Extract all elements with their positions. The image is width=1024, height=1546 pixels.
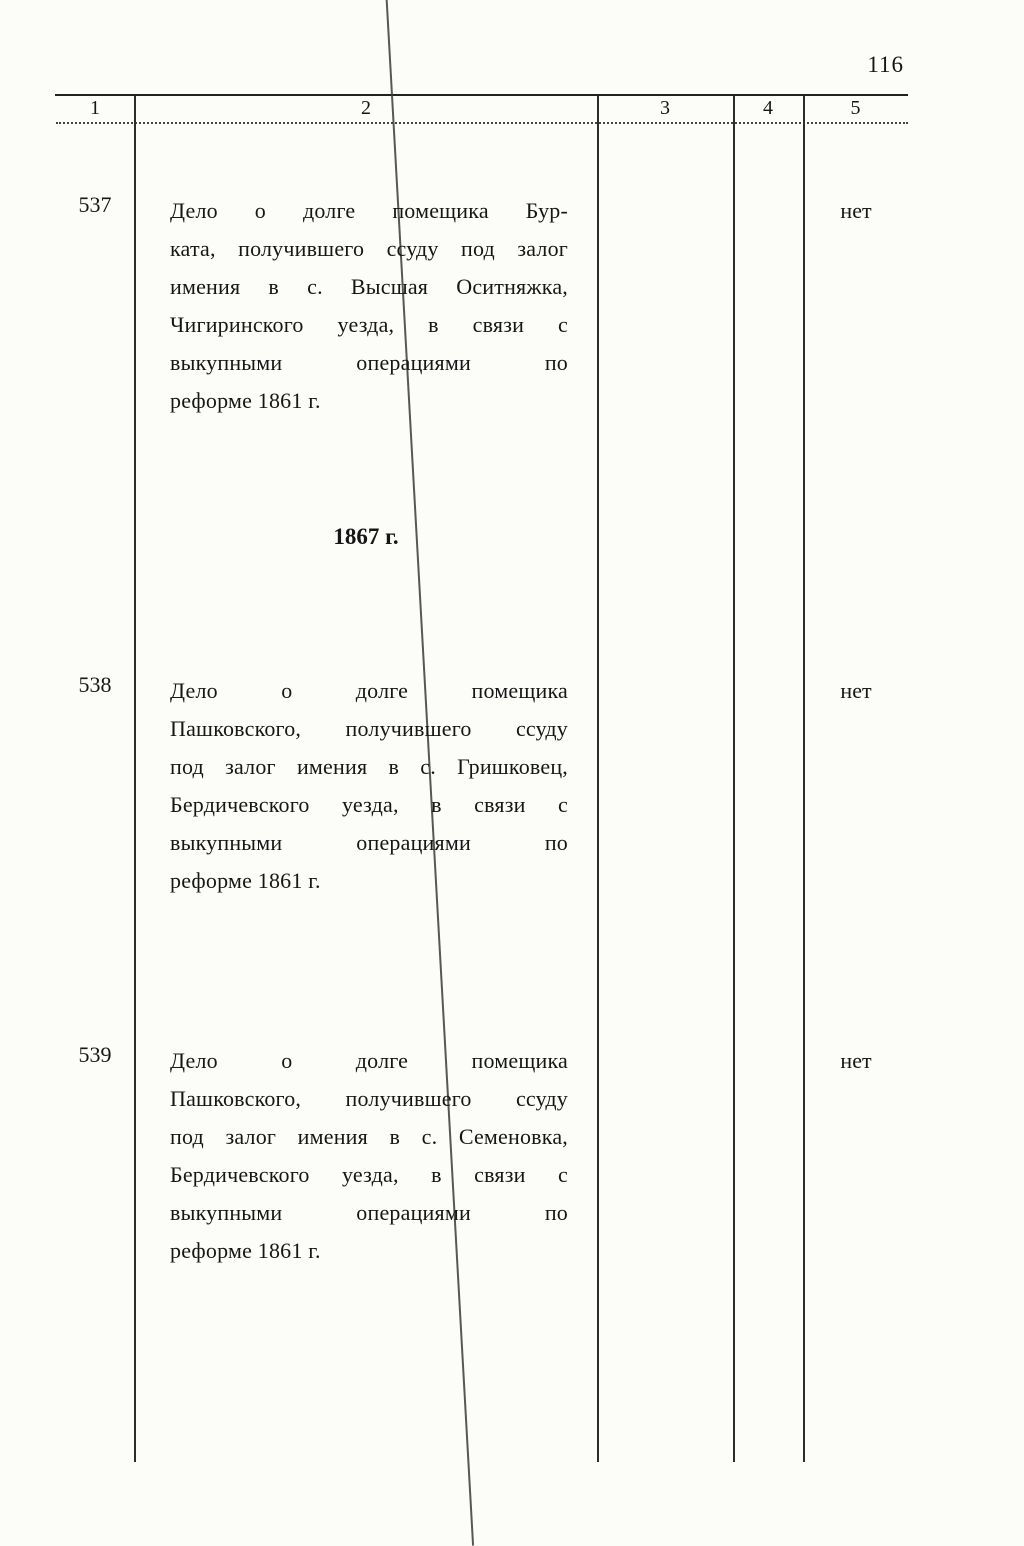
column-header-2: 2 [361, 97, 371, 119]
column-divider-3-4 [733, 96, 735, 1462]
column-header-3: 3 [660, 97, 670, 119]
column-divider-4-5 [803, 96, 805, 1462]
table-header-rule [56, 122, 908, 124]
entry-note: нет [840, 678, 872, 703]
entry-number: 538 [78, 672, 112, 697]
section-year-heading: 1867 г. [333, 524, 399, 549]
entry-note: нет [840, 1048, 872, 1073]
entry-description: Дело о долге помещика Бур- ката, получившего ссуду под залог имения в с. Высшая Оситняжка, Чигиринского уезда, в связи с выкупными операциями по реформе 1861 г. [170, 198, 568, 413]
entry-note: нет [840, 198, 872, 223]
page-number: 116 [867, 52, 904, 77]
table-top-rule [55, 94, 908, 96]
column-divider-1-2 [134, 96, 136, 1462]
entry-description: Дело о долге помещика Пашковского, получившего ссуду под залог имения в с. Гришковец, Бердичевского уезда, в связи с выкупными операциями по реформе 1861 г. [170, 678, 568, 893]
column-divider-2-3 [597, 96, 599, 1462]
entry-number: 537 [78, 192, 112, 217]
entry-description: Дело о долге помещика Пашковского, получившего ссуду под залог имения в с. Семеновка, Бердичевского уезда, в связи с выкупными операциями по реформе 1861 г. [170, 1048, 568, 1263]
column-header-4: 4 [763, 97, 773, 119]
entry-number: 539 [78, 1042, 112, 1067]
column-header-1: 1 [90, 97, 100, 119]
column-header-5: 5 [850, 97, 861, 119]
